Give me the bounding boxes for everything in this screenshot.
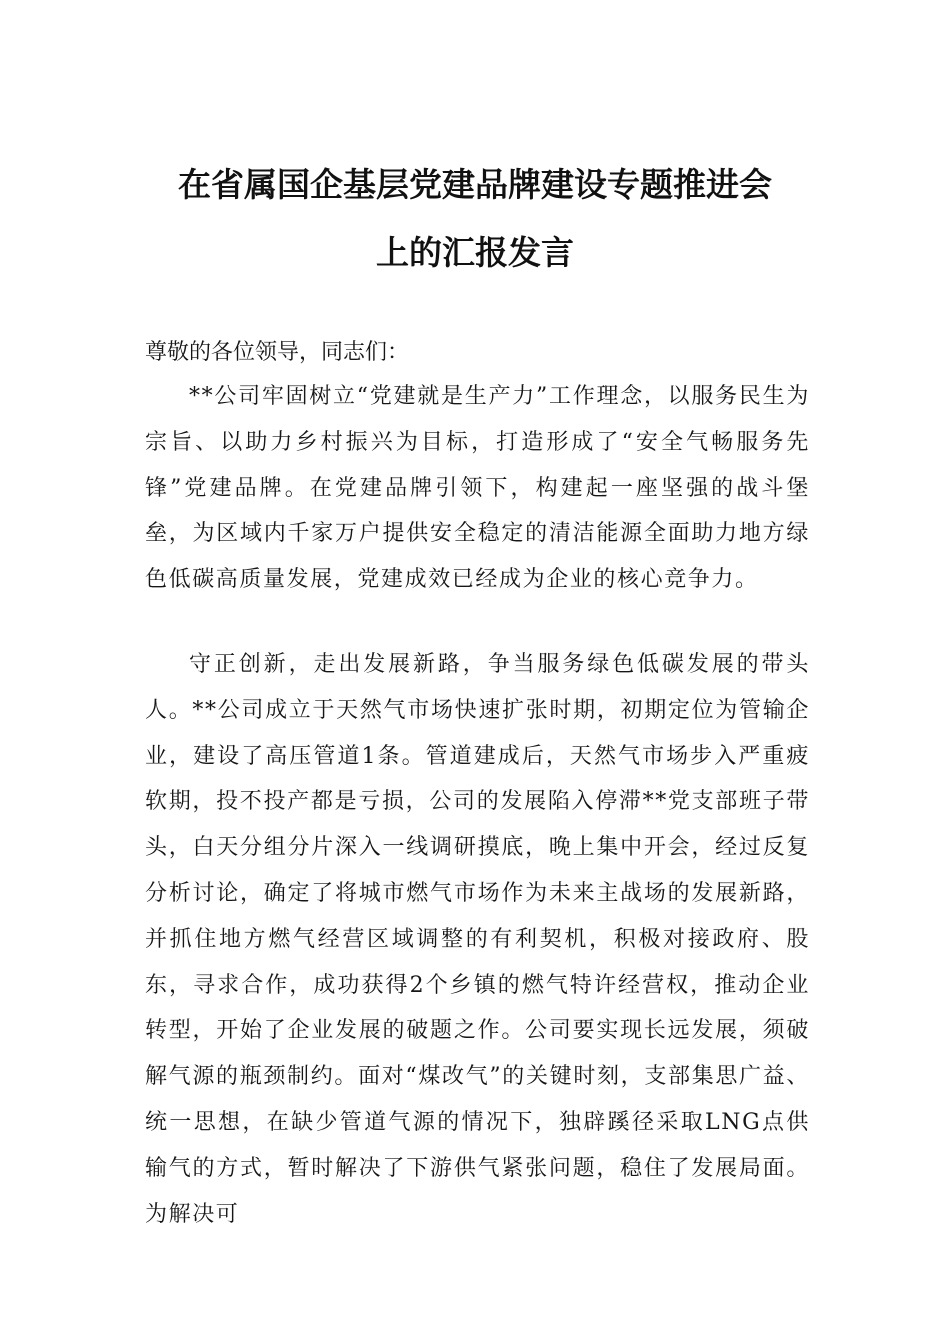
- greeting: 尊敬的各位领导，同志们：: [145, 340, 410, 365]
- paragraph-intro: **公司牢固树立“党建就是生产力”工作理念，以服务民生为宗旨、以助力乡村振兴为目标，打造形成了“安全气畅服务先锋”党建品牌。在党建品牌引领下，构建起一座坚强的战斗堡垒，为区域内千家万户提供安全稳定的清洁能源全面助力地方绿色低碳高质量发展，党建成效已经成为企业的核心竞争力。: [145, 384, 810, 593]
- document-title-line-1: 在省属国企基层党建品牌建设专题推进会: [178, 165, 772, 204]
- paragraph-innovation: 守正创新，走出发展新路，争当服务绿色低碳发展的带头人。**公司成立于天然气市场快速扩张时期，初期定位为管输企业，建设了高压管道1条。管道建成后，天然气市场步入严重疲软期，投不投产都是亏损，公司的发展陷入停滞**党支部班子带头，白天分组分片深入一线调研摸底，晚上集中开会，经过反复分析讨论，确定了将城市燃气市场作为未来主战场的发展新路，并抓住地方燃气经营区域调整的有利契机，积极对接政府、股东，寻求合作，成功获得2个乡镇的燃气特许经营权，推动企业转型，开始了企业发展的破题之作。公司要实现长远发展，须破解气源的瓶颈制约。面对“煤改气”的关键时刻，支部集思广益、统一思想，在缺少管道气源的情况下，独辟蹊径采取LNG点供输气的方式，暂时解决了下游供气紧张问题，稳住了发展局面。为解决可: [145, 652, 810, 1227]
- document-title-line-2: 上的汇报发言: [376, 233, 574, 272]
